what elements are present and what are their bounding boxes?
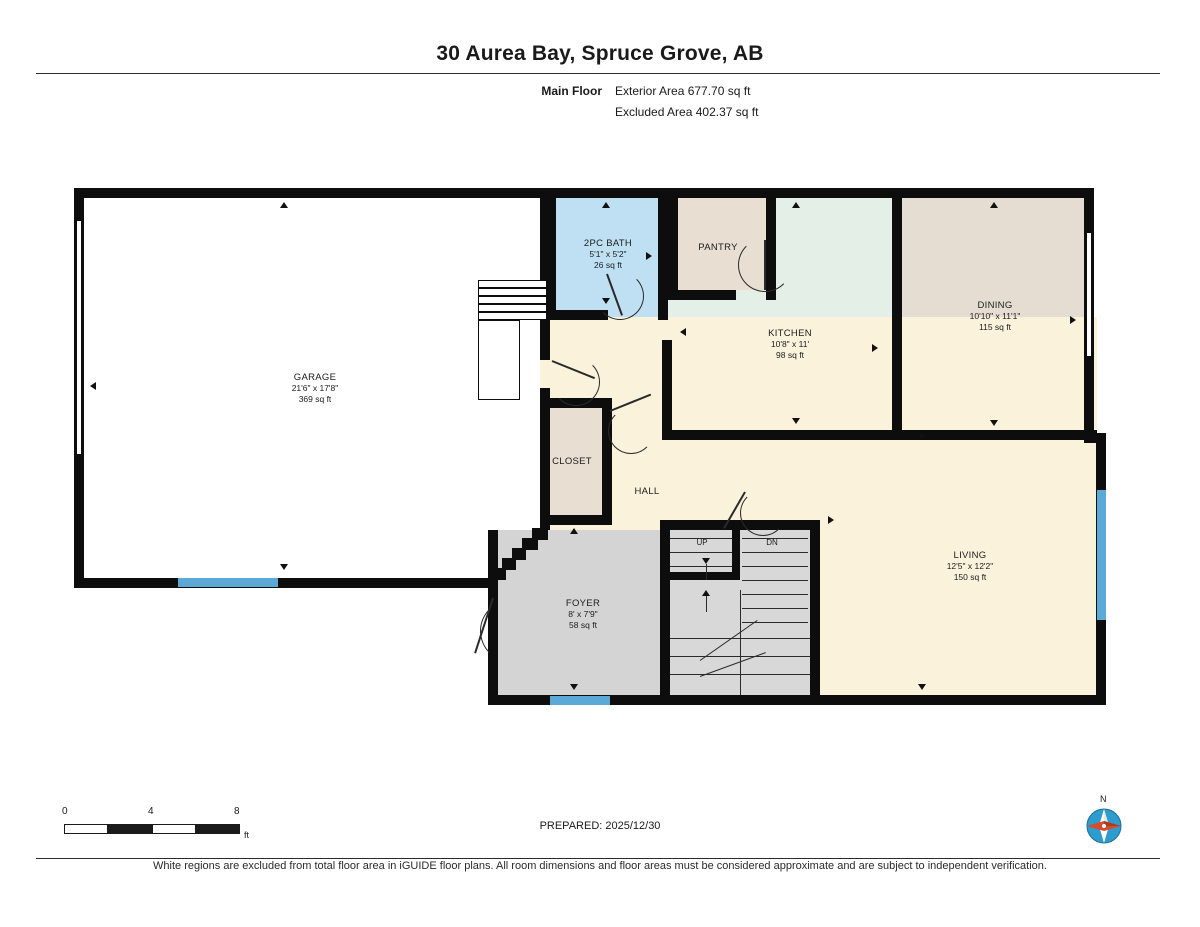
stair-stringer [740, 590, 741, 695]
view-arrow-bath-top [602, 202, 610, 208]
exterior-area-text: Exterior Area 677.70 sq ft [615, 84, 751, 98]
stair-dn-label: DN [766, 538, 778, 547]
room-label-dining: DINING 10'10" x 11'1" 115 sq ft [969, 300, 1021, 332]
header-divider [36, 73, 1160, 74]
door-leaf-pantry [764, 240, 766, 290]
scale-tick-0: 0 [62, 806, 68, 817]
garage-step-4 [478, 304, 550, 312]
wall-kitchen-bottom [662, 430, 902, 440]
window-foyer-bottom [550, 696, 610, 705]
wall-stair-divider [732, 520, 740, 580]
wall-bath-bottom [546, 310, 608, 320]
compass-north-label: N [1100, 794, 1107, 804]
compass-icon [1078, 798, 1130, 850]
prepared-date: PREPARED: 2025/12/30 [539, 820, 661, 832]
stair-tread [742, 566, 808, 567]
view-arrow-living-left [828, 516, 834, 524]
view-arrow-dining-bottom [990, 420, 998, 426]
garage-step-2 [478, 288, 550, 296]
wall-pantry-bottom [668, 290, 736, 300]
view-arrow-garage-left [90, 382, 96, 390]
garage-step-3 [478, 296, 550, 304]
wall-closet-bottom [540, 515, 612, 525]
view-arrow-bath-bottom [602, 298, 610, 304]
window-garage-left [76, 220, 82, 455]
footer-divider [36, 858, 1160, 859]
stair-arrow-shaft-down [706, 564, 707, 580]
wall-stair-left [660, 520, 670, 705]
view-arrow-foyer-bottom [570, 684, 578, 690]
view-arrow-kitchen-right [872, 344, 878, 352]
room-label-kitchen: KITCHEN 10'8" x 11' 98 sq ft [768, 328, 812, 360]
stair-tread [670, 552, 732, 553]
stair-arrow-shaft-up [706, 596, 707, 612]
wall-party-mid [540, 320, 550, 360]
scale-unit: ft [244, 830, 250, 840]
garage-landing [478, 320, 520, 400]
stair-up-label: UP [696, 538, 708, 547]
room-label-foyer: FOYER 8' x 7'9" 58 sq ft [565, 598, 601, 630]
stair-tread [742, 594, 808, 595]
wall-garage-top [74, 188, 558, 198]
stair-tread [742, 608, 808, 609]
window-dining-right [1086, 232, 1092, 357]
view-arrow-living-bottom [918, 684, 926, 690]
view-arrow-dining-top [990, 202, 998, 208]
compass-rose [1078, 794, 1130, 850]
view-arrow-living-top [918, 432, 926, 438]
wall-kitchen-left [662, 340, 672, 440]
stair-tread [742, 552, 808, 553]
door-swing-closet [608, 408, 654, 454]
wall-stair-top [660, 520, 820, 530]
floor-label: Main Floor [541, 84, 602, 98]
wall-top-main [545, 188, 1093, 198]
view-arrow-kitchen-left [680, 328, 686, 336]
wall-kitchen-dining [892, 188, 902, 440]
wall-garage-bottom [74, 578, 484, 588]
door-swing-stair [740, 490, 786, 536]
wall-stair-landing [660, 572, 740, 580]
room-label-2pc-bath: 2PC BATH 5'1" x 5'2" 26 sq ft [583, 238, 633, 270]
page-title: 30 Aurea Bay, Spruce Grove, AB [436, 42, 764, 65]
view-arrow-dining-right [1070, 316, 1076, 324]
disclaimer-text: White regions are excluded from total floor area in iGUIDE floor plans. All room dimensions and floor areas must be considered approximate and are subject to independent verification. [153, 860, 1047, 872]
view-arrow-hall-bottom [570, 528, 578, 534]
room-label-living: LIVING 12'5" x 12'2" 150 sq ft [946, 550, 994, 582]
room-label-garage: GARAGE 21'6" x 17'8" 369 sq ft [291, 372, 339, 404]
stair-tread [670, 566, 732, 567]
floor-plan-drawing [40, 160, 1160, 760]
room-label-hall: HALL [634, 486, 660, 497]
garage-step-5 [478, 312, 550, 320]
view-arrow-kitchen-bottom [792, 418, 800, 424]
garage-step-1 [478, 280, 550, 288]
wall-stair-right [810, 520, 820, 705]
window-garage-bottom [178, 578, 278, 587]
scale-tick-8: 8 [234, 806, 240, 817]
view-arrow-garage-top [280, 202, 288, 208]
scale-tick-4: 4 [148, 806, 154, 817]
view-arrow-kitchen-top [792, 202, 800, 208]
excluded-area-text: Excluded Area 402.37 sq ft [615, 105, 759, 119]
room-label-closet: CLOSET [552, 456, 592, 467]
window-living-right [1097, 490, 1106, 620]
room-label-pantry: PANTRY [698, 242, 738, 253]
view-arrow-garage-bottom [280, 564, 288, 570]
stair-tread [742, 580, 808, 581]
